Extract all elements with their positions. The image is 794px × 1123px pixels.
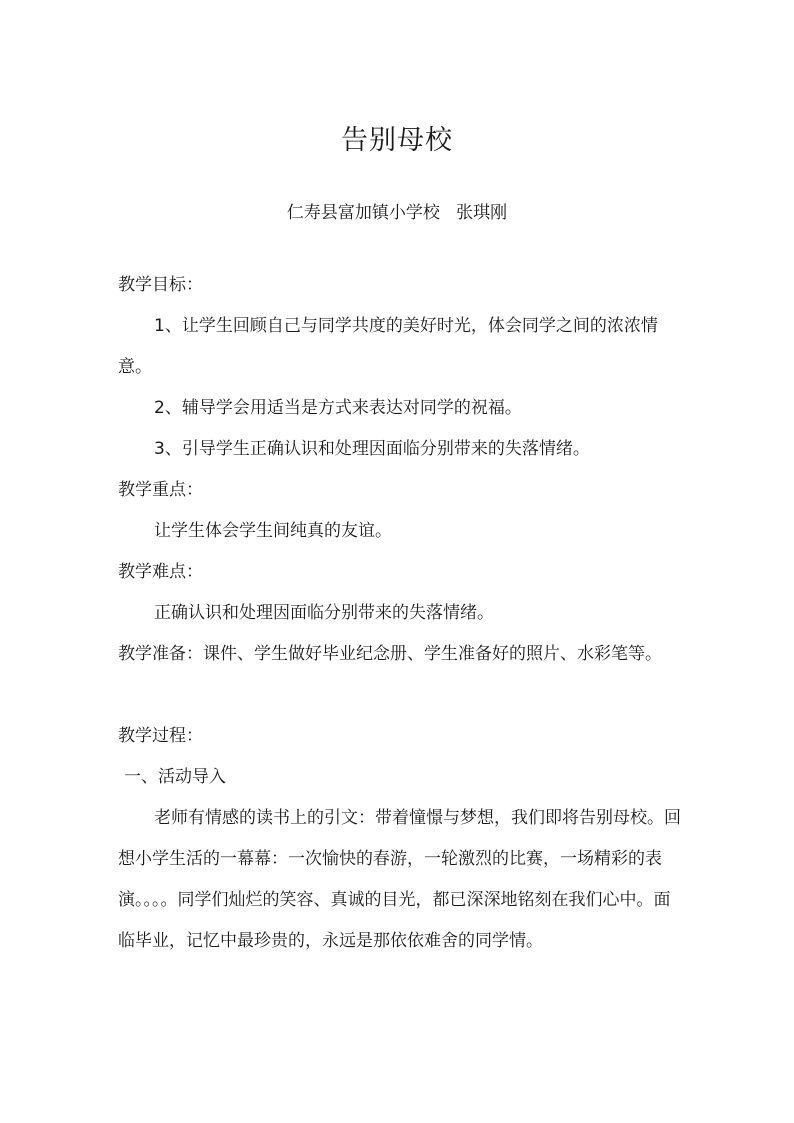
key-heading: 教学重点：: [118, 480, 203, 500]
author-line: 仁寿县富加镇小学校 张琪刚: [286, 203, 508, 223]
prep-text: 教学准备：课件、学生做好毕业纪念册、学生准备好的照片、水彩笔等。: [118, 644, 662, 664]
process-heading: 教学过程：: [118, 726, 203, 746]
section-1-heading: 一、活动导入: [124, 767, 226, 787]
key-text: 让学生体会学生间纯真的友谊。: [154, 521, 392, 541]
difficulty-text: 正确认识和处理因面临分别带来的失落情绪。: [154, 603, 494, 623]
difficulty-heading: 教学难点：: [118, 562, 203, 582]
goals-heading: 教学目标：: [118, 275, 203, 295]
document-title: 告别母校: [341, 125, 453, 156]
section-1-text: 老师有情感的读书上的引文：带着憧憬与梦想，我们即将告别母校。回想小学生活的一幕幕：一次愉快的春游，一轮激烈的比赛，一场精彩的表演。。。。同学们灿烂的笑容、真诚的目光，都已深深地铭刻在我们心中。面临毕业，记忆中最珍贵的，永远是那依依难舍的同学情。: [118, 808, 681, 951]
goal-item-3: 3、引导学生正确认识和处理因面临分别带来的失落情绪。: [154, 439, 590, 459]
goal-item-1: 1、让学生回顾自己与同学共度的美好时光，体会同学之间的浓浓情意。: [118, 316, 658, 377]
goal-item-2: 2、辅导学会用适当是方式来表达对同学的祝福。: [154, 398, 522, 418]
